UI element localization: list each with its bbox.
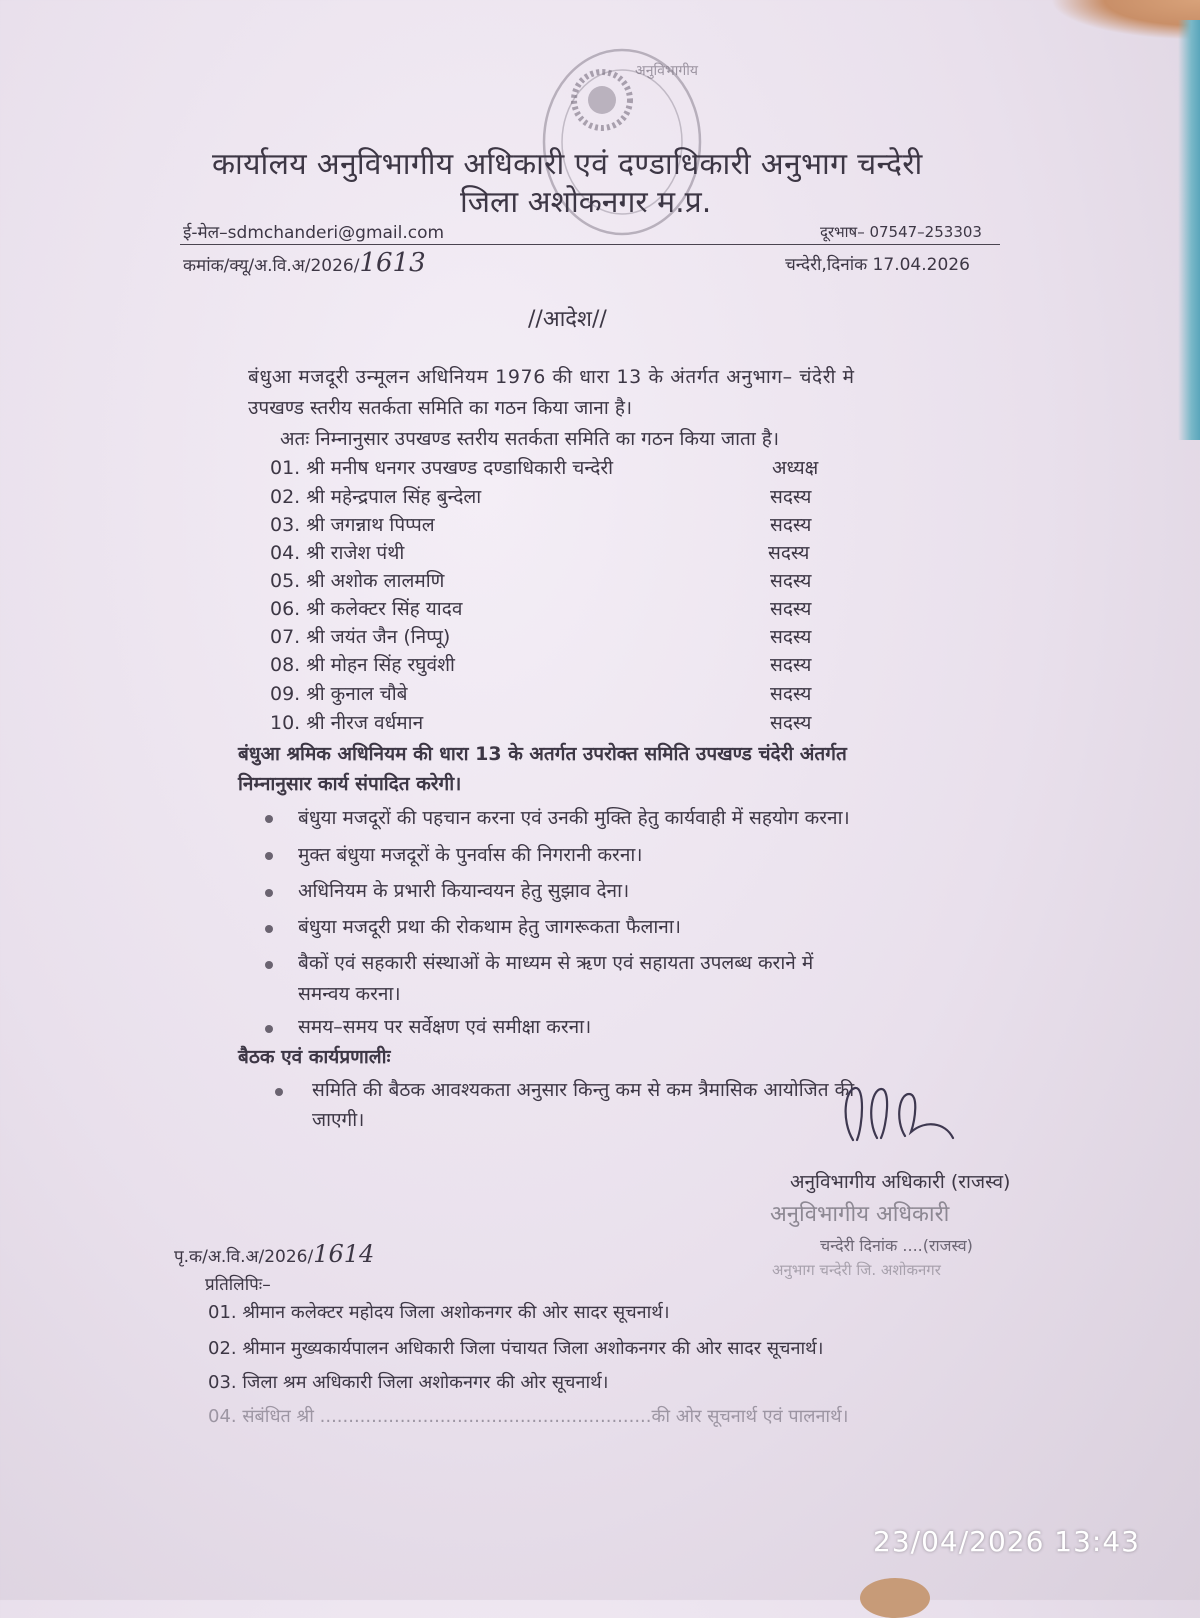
bullet-icon bbox=[265, 961, 273, 969]
meeting-line1: समिति की बैठक आवश्यकता अनुसार किन्तु कम से कम त्रैमासिक आयोजित की bbox=[312, 1079, 855, 1101]
order-title: //आदेश// bbox=[528, 307, 607, 332]
member-row: 04. श्री राजेश पंथी bbox=[270, 542, 405, 564]
ref-handwritten: 1613 bbox=[359, 248, 426, 278]
copy-ref-handwritten: 1614 bbox=[313, 1240, 375, 1268]
email-text: ई-मेल–sdmchanderi@gmail.com bbox=[183, 223, 445, 243]
bullet-icon bbox=[265, 815, 273, 823]
member-role: सदस्य bbox=[770, 683, 812, 705]
member-row: 06. श्री कलेक्टर सिंह यादव bbox=[270, 598, 463, 620]
photo-timestamp: 23/04/2026 13:43 bbox=[873, 1525, 1140, 1558]
list-item: 04. संबंधित श्री ..........................................................की ओर सूचनार्थ एवं पालनार्थ। bbox=[208, 1406, 849, 1427]
office-title-line1: कार्यालय अनुविभागीय अधिकारी एवं दण्डाधिकारी अनुभाग चन्देरी bbox=[212, 147, 923, 182]
list-item: समय–समय पर सर्वेक्षण एवं समीक्षा करना। bbox=[298, 1016, 592, 1038]
bullet-icon bbox=[265, 1025, 273, 1033]
list-item: बैकों एवं सहकारी संस्थाओं के माध्यम से ऋण एवं सहायता उपलब्ध कराने में bbox=[298, 952, 814, 974]
member-row: 02. श्री महेन्द्रपाल सिंह बुन्देला bbox=[270, 486, 482, 508]
place-date: चन्देरी,दिनांक 17.04.2026 bbox=[785, 255, 970, 275]
member-role: सदस्य bbox=[768, 542, 810, 564]
member-role: सदस्य bbox=[770, 626, 812, 648]
member-role: सदस्य bbox=[770, 598, 812, 620]
finger-tip bbox=[860, 1578, 930, 1618]
signature-mark bbox=[835, 1080, 965, 1150]
copy-ref bbox=[174, 1240, 374, 1268]
member-role: सदस्य bbox=[770, 570, 812, 592]
member-row: 05. श्री अशोक लालमणि bbox=[270, 570, 445, 592]
list-item: अधिनियम के प्रभारी कियान्वयन हेतु सुझाव देना। bbox=[298, 880, 630, 902]
list-item: मुक्त बंधुया मजदूरों के पुनर्वास की निगरानी करना। bbox=[298, 844, 643, 866]
svg-text:अनुविभागीय: अनुविभागीय bbox=[635, 63, 698, 79]
meeting-line2: जाएगी। bbox=[312, 1109, 365, 1131]
signatory-designation: अनुविभागीय अधिकारी (राजस्व) bbox=[790, 1171, 1011, 1193]
list-item: बंधुया मजदूरी प्रथा की रोकथाम हेतु जागरूकता फैलाना। bbox=[298, 916, 681, 938]
header-rule bbox=[180, 244, 1000, 245]
intro-line2: उपखण्ड स्तरीय सतर्कता समिति का गठन किया जाना है। bbox=[248, 397, 633, 419]
bullet-icon bbox=[265, 852, 273, 860]
stamp-line2: चन्देरी दिनांक ....(राजस्व) bbox=[820, 1236, 973, 1255]
intro-line3: अतः निम्नानुसार उपखण्ड स्तरीय सतर्कता समिति का गठन किया जाता है। bbox=[280, 428, 780, 450]
bullet-icon bbox=[265, 889, 273, 897]
stamp-line3: अनुभाग चन्देरी जि. अशोकनगर bbox=[772, 1261, 941, 1279]
member-role: अध्यक्ष bbox=[772, 457, 819, 479]
member-row: 01. श्री मनीष धनगर उपखण्ड दण्डाधिकारी चन्देरी bbox=[270, 457, 614, 479]
member-row: 07. श्री जयंत जैन (निप्पू) bbox=[270, 626, 451, 648]
duties-intro-line2: निम्नानुसार कार्य संपादित करेगी। bbox=[238, 773, 462, 795]
stamp-line1: अनुविभागीय अधिकारी bbox=[770, 1202, 950, 1227]
list-item-continued: समन्वय करना। bbox=[298, 983, 401, 1005]
member-role: सदस्य bbox=[770, 712, 812, 734]
bullet-icon bbox=[265, 925, 273, 933]
phone-text: दूरभाष– 07547–253303 bbox=[820, 223, 982, 241]
duties-intro-line1: बंधुआ श्रमिक अधिनियम की धारा 13 के अतर्गत उपरोक्त समिति उपखण्ड चंदेरी अंतर्गत bbox=[238, 743, 847, 765]
member-role: सदस्य bbox=[770, 486, 812, 508]
list-item: 02. श्रीमान मुख्यकार्यपालन अधिकारी जिला पंचायत जिला अशोकनगर की ओर सादर सूचनार्थ। bbox=[208, 1338, 824, 1359]
copy-heading: प्रतिलिपिः– bbox=[205, 1275, 271, 1295]
list-item: बंधुया मजदूरों की पहचान करना एवं उनकी मुक्ति हेतु कार्यवाही में सहयोग करना। bbox=[298, 807, 850, 829]
ref-prefix: कमांक/क्यू/अ.वि.अ/2026/ bbox=[183, 256, 360, 276]
member-role: सदस्य bbox=[770, 654, 812, 676]
member-row: 03. श्री जगन्नाथ पिप्पल bbox=[270, 514, 435, 536]
member-row: 10. श्री नीरज वर्धमान bbox=[270, 712, 424, 734]
copy-ref-prefix: पृ.क/अ.वि.अ/2026/ bbox=[174, 1247, 314, 1267]
background-edge bbox=[1178, 20, 1200, 440]
meeting-heading: बैठक एवं कार्यप्रणालीः bbox=[238, 1046, 391, 1068]
ref-number bbox=[183, 248, 426, 278]
list-item: 03. जिला श्रम अधिकारी जिला अशोकनगर की ओर सूचनार्थ। bbox=[208, 1372, 609, 1393]
member-row: 09. श्री कुनाल चौबे bbox=[270, 683, 408, 705]
bullet-icon bbox=[275, 1088, 283, 1096]
office-title-line2: जिला अशोकनगर म.प्र. bbox=[460, 185, 712, 220]
member-row: 08. श्री मोहन सिंह रघुवंशी bbox=[270, 654, 455, 676]
member-role: सदस्य bbox=[770, 514, 812, 536]
list-item: 01. श्रीमान कलेक्टर महोदय जिला अशोकनगर की ओर सादर सूचनार्थ। bbox=[208, 1302, 670, 1323]
intro-line1: बंधुआ मजदूरी उन्मूलन अधिनियम 1976 की धारा 13 के अंतर्गत अनुभाग– चंदेरी मे bbox=[248, 366, 855, 388]
